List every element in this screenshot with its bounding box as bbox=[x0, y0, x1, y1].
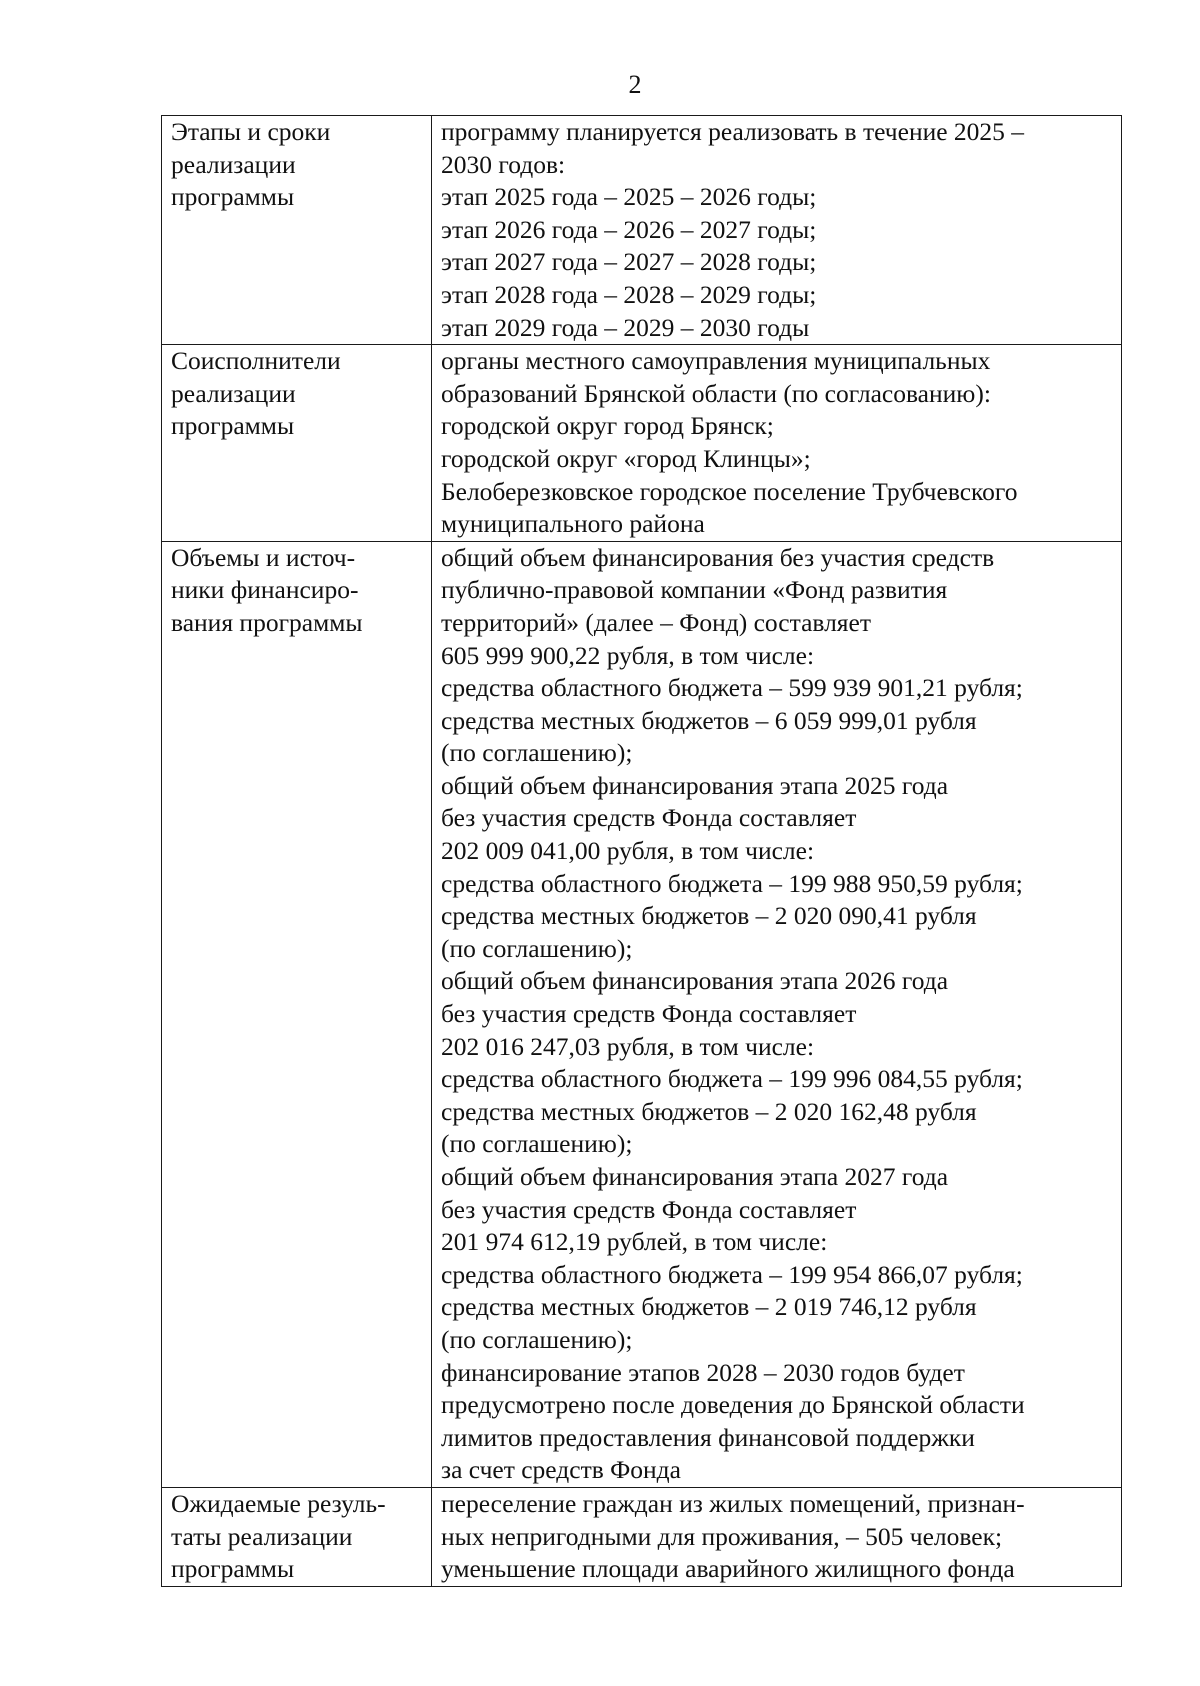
row-label-line: программы bbox=[171, 1554, 295, 1584]
passport-row-stages-and-terms bbox=[162, 116, 1122, 345]
row-value-line: 202 016 247,03 рубля, в том числе: bbox=[441, 1031, 815, 1061]
row-label-line: Объемы и источ- bbox=[171, 542, 356, 572]
program-passport-table bbox=[161, 115, 1122, 1587]
row-label-line: реализации bbox=[171, 149, 296, 179]
row-value-line: этап 2029 года – 2029 – 2030 годы bbox=[441, 312, 810, 342]
row-value-line: за счет средств Фонда bbox=[441, 1455, 681, 1485]
row-value-line: этап 2026 года – 2026 – 2027 годы; bbox=[441, 214, 817, 244]
row-label-cell bbox=[162, 345, 432, 542]
row-value-line: без участия средств Фонда составляет bbox=[441, 1194, 857, 1224]
row-value-line: (по соглашению); bbox=[441, 1324, 633, 1354]
row-value-line: общий объем финансирования этапа 2026 года bbox=[441, 966, 949, 996]
row-value-line: общий объем финансирования без участия средств bbox=[441, 542, 995, 572]
row-value-line: средства местных бюджетов – 2 020 090,41 рубля bbox=[441, 901, 977, 931]
row-value-line: средства областного бюджета – 199 988 950,59 рубля; bbox=[441, 868, 1023, 898]
row-label-line: таты реализации bbox=[171, 1521, 353, 1551]
row-value-line: этап 2027 года – 2027 – 2028 годы; bbox=[441, 247, 817, 277]
row-value-line: средства областного бюджета – 199 954 866,07 рубля; bbox=[441, 1259, 1023, 1289]
row-value-line: общий объем финансирования этапа 2025 года bbox=[441, 770, 949, 800]
row-value-line: без участия средств Фонда составляет bbox=[441, 999, 857, 1029]
row-value-line: городской округ город Брянск; bbox=[441, 411, 774, 441]
row-label-line: Соисполнители bbox=[171, 346, 341, 376]
row-value-line: (по соглашению); bbox=[441, 933, 633, 963]
row-label-line: реализации bbox=[171, 378, 296, 408]
row-value-line: программу планируется реализовать в течение 2025 – bbox=[441, 117, 1025, 146]
row-value-line: средства местных бюджетов – 2 019 746,12 рубля bbox=[441, 1292, 977, 1322]
row-value-line: общий объем финансирования этапа 2027 года bbox=[441, 1162, 949, 1191]
row-value-line: средства местных бюджетов – 6 059 999,01 рубля bbox=[441, 705, 977, 735]
row-value-line: органы местного самоуправления муниципальных bbox=[441, 346, 991, 376]
row-value-line: средства областного бюджета – 199 996 084,55 рубля; bbox=[441, 1064, 1023, 1094]
page-number: 2 bbox=[628, 70, 642, 99]
row-value-line: муниципального района bbox=[441, 509, 705, 539]
row-value-line: этап 2028 года – 2028 – 2029 годы; bbox=[441, 279, 817, 309]
row-value-cell bbox=[432, 541, 1122, 1487]
row-value-line: (по соглашению); bbox=[441, 1129, 633, 1159]
row-value-line: средства областного бюджета – 599 939 901,21 рубля; bbox=[441, 673, 1023, 703]
row-value-line: образований Брянской области (по согласованию): bbox=[441, 378, 991, 408]
row-label-line: Этапы и сроки bbox=[171, 117, 331, 146]
row-value-line: Белоберезковское городское поселение Трубчевского bbox=[441, 476, 1018, 506]
row-value-line: публично-правовой компании «Фонд развития bbox=[441, 575, 948, 605]
row-value-line: 202 009 041,00 рубля, в том числе: bbox=[441, 836, 815, 866]
row-label-line: программы bbox=[171, 182, 295, 212]
passport-row-co-executors bbox=[162, 345, 1122, 542]
row-value-line: средства местных бюджетов – 2 020 162,48 рубля bbox=[441, 1096, 977, 1126]
row-value-line: 201 974 612,19 рублей, в том числе: bbox=[441, 1227, 828, 1257]
row-value-cell bbox=[432, 345, 1122, 542]
row-value-line: 605 999 900,22 рубля, в том числе: bbox=[441, 640, 815, 670]
row-label-cell bbox=[162, 116, 432, 345]
row-label-line: вания программы bbox=[171, 607, 363, 637]
row-value-line: 2030 годов: bbox=[441, 149, 566, 179]
row-value-line: ных непригодными для проживания, – 505 человек; bbox=[441, 1521, 1003, 1551]
row-label-cell bbox=[162, 1487, 432, 1586]
row-value-line: финансирование этапов 2028 – 2030 годов будет bbox=[441, 1357, 965, 1387]
row-value-line: городской округ «город Клинцы»; bbox=[441, 443, 811, 473]
row-value-line: территорий» (далее – Фонд) составляет bbox=[441, 607, 872, 637]
row-label-line: Ожидаемые резуль- bbox=[171, 1488, 386, 1518]
passport-row-funding-volumes bbox=[162, 541, 1122, 1487]
row-value-line: предусмотрено после доведения до Брянской области bbox=[441, 1390, 1025, 1420]
row-label-line: программы bbox=[171, 411, 295, 441]
row-value-line: (по соглашению); bbox=[441, 738, 633, 768]
row-value-line: переселение граждан из жилых помещений, признан- bbox=[441, 1488, 1025, 1518]
row-value-line: лимитов предоставления финансовой поддержки bbox=[441, 1422, 975, 1452]
row-label-cell bbox=[162, 541, 432, 1487]
passport-row-expected-results bbox=[162, 1487, 1122, 1586]
row-value-line: без участия средств Фонда составляет bbox=[441, 803, 857, 833]
row-value-line: этап 2025 года – 2025 – 2026 годы; bbox=[441, 182, 817, 212]
row-value-line: уменьшение площади аварийного жилищного фонда bbox=[441, 1554, 1015, 1584]
row-label-line: ники финансиро- bbox=[171, 575, 359, 605]
row-value-cell bbox=[432, 1487, 1122, 1586]
row-value-cell bbox=[432, 116, 1122, 345]
